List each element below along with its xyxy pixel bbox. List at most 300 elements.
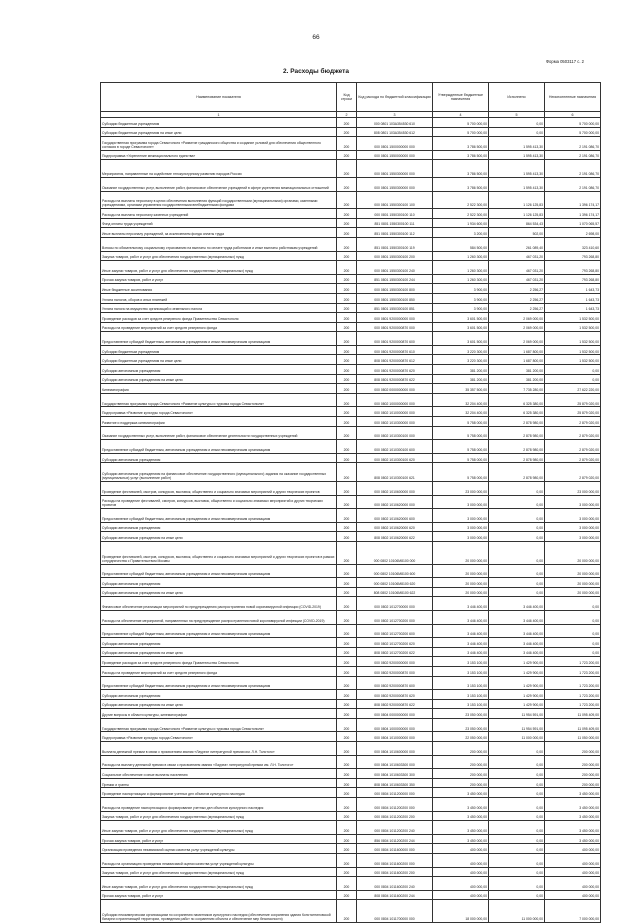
row-unexecuted: 1 643,73 (545, 284, 601, 294)
row-approved: 400 000,00 (433, 877, 489, 891)
table-row (101, 284, 601, 294)
row-unexecuted: 3 000 000,00 (545, 522, 601, 532)
row-approved: 3 450 000,00 (433, 811, 489, 821)
row-approved: 3 220 300,00 (433, 345, 489, 355)
row-name: Проведение фестивалей, смотров, конкурсов, выставок, общественно и социально значимых мероприятий и других творческих проектов (101, 482, 337, 496)
row-unexecuted: 2 698,00 (545, 228, 601, 238)
row-line-code: 200 (337, 509, 357, 523)
row-unexecuted: 200 000,00 (545, 755, 601, 769)
row-budget-code: 000 0804 0000000000 000 (357, 709, 433, 719)
row-name: Расходы на проведение мероприятий за счет средств резервного фонда (101, 666, 337, 676)
table-row (101, 237, 601, 251)
row-unexecuted: 11 050 000,00 (545, 732, 601, 742)
row-approved: 1 260 300,00 (433, 261, 489, 275)
column-number: 1 (101, 112, 337, 118)
row-executed: 0,00 (489, 532, 545, 542)
row-line-code: 200 (337, 453, 357, 463)
row-budget-code: 000 0801 9200000870 600 (357, 332, 433, 346)
row-line-code: 200 (337, 541, 357, 564)
row-approved: 1 260 300,00 (433, 274, 489, 284)
row-approved: 200 000,00 (433, 769, 489, 779)
row-budget-code: 000 0802 1010620000 620 (357, 522, 433, 532)
expenses-table (100, 82, 601, 923)
table-row (101, 676, 601, 690)
row-unexecuted: 0,00 (545, 597, 601, 611)
table-row (101, 532, 601, 542)
row-approved: 3 000 000,00 (433, 522, 489, 532)
row-name: Субсидии бюджетным учреждениям на иные цели (101, 355, 337, 365)
row-approved: 22 050 000,00 (433, 732, 489, 742)
row-unexecuted: 0,00 (545, 647, 601, 657)
table-row (101, 274, 601, 284)
row-budget-code: 000 0804 1011600000 000 (357, 844, 433, 854)
page-number: 66 (312, 34, 320, 41)
row-name: Уплата налога на имущество организаций и земельного налога (101, 303, 337, 313)
row-budget-code: 000 0804 1011700000 000 (357, 900, 433, 923)
row-unexecuted: 793 268,80 (545, 261, 601, 275)
row-unexecuted: 3 000 000,00 (545, 509, 601, 523)
row-budget-code: 000 0802 1010000000 000 (357, 407, 433, 417)
row-unexecuted: 25 879 020,00 (545, 393, 601, 407)
row-executed: 0,00 (489, 867, 545, 877)
row-name: Субсидии автономным учреждениям на иные цели (101, 587, 337, 597)
row-approved: 381 200,00 (433, 374, 489, 384)
row-executed: 3 446 400,00 (489, 597, 545, 611)
row-budget-code: 000 0802 1012700200 000 (357, 610, 433, 624)
row-executed: 1 126 125,83 (489, 191, 545, 209)
row-executed: 1 687 800,00 (489, 345, 545, 355)
row-budget-code: 000 0802 10106М8100 620 (357, 578, 433, 588)
row-executed: 11 954 591,00 (489, 718, 545, 732)
row-name: Субсидии автономным учреждениям на финансовое обеспечение государственного (муниципального) задания на оказание государственных (муниципальных) услуг (выполнение работ) (101, 463, 337, 482)
row-name: Социальное обеспечение и иные выплаты населению (101, 769, 337, 779)
row-approved: 32 204 400,00 (433, 393, 489, 407)
row-line-code: 200 (337, 407, 357, 417)
table-row (101, 482, 601, 496)
row-approved: 3 153 100,00 (433, 666, 489, 676)
row-approved: 400 000,00 (433, 844, 489, 854)
row-name: Иные закупки товаров, работ и услуг для обеспечения государственных (муниципальных) нужд (101, 877, 337, 891)
row-approved: 3 786 500,00 (433, 160, 489, 178)
row-executed: 381 200,00 (489, 374, 545, 384)
row-executed: 2 256,27 (489, 293, 545, 303)
column-header: Код строки (337, 83, 357, 112)
row-line-code: 200 (337, 769, 357, 779)
table-row (101, 624, 601, 638)
row-budget-code: 808 0802 1010300100 621 (357, 463, 433, 482)
row-executed: 2 878 980,00 (489, 463, 545, 482)
table-row (101, 587, 601, 597)
row-name: Прочая закупка товаров, работ и услуг (101, 834, 337, 844)
row-approved: 5 758 000,00 (433, 417, 489, 427)
row-executed: 1 595 413,30 (489, 160, 545, 178)
row-unexecuted: 1 532 500,00 (545, 332, 601, 346)
row-name: Иные закупки товаров, работ и услуг для обеспечения государственных (муниципальных) нужд (101, 821, 337, 835)
table-row (101, 332, 601, 346)
row-line-code: 200 (337, 742, 357, 756)
row-budget-code: 000 0802 1010600000 000 (357, 482, 433, 496)
row-line-code: 200 (337, 191, 357, 209)
row-unexecuted: 2 879 020,00 (545, 417, 601, 427)
table-row (101, 393, 601, 407)
column-header: Утвержденные бюджетные назначения (433, 83, 489, 112)
row-executed: 1 429 900,00 (489, 666, 545, 676)
row-line-code: 200 (337, 313, 357, 323)
row-unexecuted: 400 000,00 (545, 877, 601, 891)
table-row (101, 690, 601, 700)
row-executed: 1 595 413,30 (489, 150, 545, 160)
column-header: Наименование показателя (101, 83, 337, 112)
row-unexecuted: 20 000 000,00 (545, 587, 601, 597)
row-name: Субсидии автономным учреждениям на иные цели (101, 374, 337, 384)
row-unexecuted: 11 095 409,00 (545, 709, 601, 719)
table-row (101, 578, 601, 588)
row-budget-code: 000 0801 1500000000 000 (357, 137, 433, 151)
row-name: Взносы по обязательному социальному страхованию на выплаты по оплате труда работников и иные выплаты работникам учреждений (101, 237, 337, 251)
table-row (101, 313, 601, 323)
row-approved: 2 522 300,00 (433, 209, 489, 219)
row-executed: 0,00 (489, 854, 545, 868)
row-executed: 0,00 (489, 578, 545, 588)
row-line-code: 200 (337, 657, 357, 667)
table-row (101, 742, 601, 756)
row-approved: 3 900,00 (433, 303, 489, 313)
column-header: Код расхода по бюджетной классификации (357, 83, 433, 112)
row-name: Выплата денежной премии в связи с присвоением звания «Лауреат литературной премии им. Л.Н. Толстого» (101, 742, 337, 756)
row-line-code: 200 (337, 218, 357, 228)
row-line-code: 200 (337, 237, 357, 251)
row-executed: 0,00 (489, 482, 545, 496)
row-name: Расходы на выплаты персоналу в целях обеспечения выполнения функций государственными (муниципальными) органами, казенными учреждениями, органами управления государственными внебюджетными фондами (101, 191, 337, 209)
column-header: Исполнено (489, 83, 545, 112)
row-name: Уплата налогов, сборов и иных платежей (101, 293, 337, 303)
row-unexecuted: 2 191 086,70 (545, 150, 601, 160)
row-line-code: 200 (337, 867, 357, 877)
row-name: Фонд оплаты труда учреждений (101, 218, 337, 228)
column-header: Неисполненные назначения (545, 83, 601, 112)
row-name: Проведение расходов за счет средств резервного фонда Правительства Севастополя (101, 657, 337, 667)
row-name: Расходы на выплату денежной премии в связи с присвоением звания «Лауреат литературной премии им. Л.Н. Толстого» (101, 755, 337, 769)
row-name: Закупка товаров, работ и услуг для обеспечения государственных (муниципальных) нужд (101, 811, 337, 821)
row-budget-code: 000 0804 1011200000 000 (357, 788, 433, 798)
row-line-code: 200 (337, 788, 357, 798)
row-budget-code: 808 0802 1012700200 622 (357, 647, 433, 657)
row-budget-code: 000 0804 1010600000 000 (357, 742, 433, 756)
row-line-code: 200 (337, 834, 357, 844)
table-row (101, 374, 601, 384)
row-unexecuted: 0,00 (545, 624, 601, 638)
row-name: Субсидии автономным учреждениям на иные цели (101, 532, 337, 542)
row-line-code: 200 (337, 854, 357, 868)
row-executed: 1 429 900,00 (489, 676, 545, 690)
row-executed: 0,00 (489, 118, 545, 128)
table-row (101, 732, 601, 742)
row-approved: 20 000 000,00 (433, 541, 489, 564)
row-approved: 3 000 000,00 (433, 509, 489, 523)
row-approved: 23 050 000,00 (433, 718, 489, 732)
row-unexecuted: 200 000,00 (545, 769, 601, 779)
row-approved: 3 220 300,00 (433, 355, 489, 365)
row-unexecuted: 1 643,73 (545, 303, 601, 313)
row-budget-code: 851 0801 1550300100 112 (357, 228, 433, 238)
row-line-code: 200 (337, 587, 357, 597)
row-line-code: 200 (337, 393, 357, 407)
row-executed: 467 031,20 (489, 251, 545, 261)
row-line-code: 200 (337, 564, 357, 578)
row-executed: 0,00 (489, 798, 545, 812)
row-executed: 1 429 900,00 (489, 690, 545, 700)
table-row (101, 890, 601, 900)
row-budget-code: 851 0801 1550300100 119 (357, 237, 433, 251)
table-row (101, 218, 601, 228)
row-budget-code: 000 0801 1550300100 100 (357, 191, 433, 209)
row-budget-code: 000 0802 1012700200 600 (357, 624, 433, 638)
row-line-code: 200 (337, 624, 357, 638)
row-line-code: 200 (337, 209, 357, 219)
row-approved: 400 000,00 (433, 867, 489, 877)
row-executed: 0,00 (489, 755, 545, 769)
row-executed: 6 325 380,00 (489, 393, 545, 407)
table-row (101, 798, 601, 812)
row-executed: 2 878 980,00 (489, 453, 545, 463)
row-approved: 5 700 000,00 (433, 127, 489, 137)
row-executed: 11 954 591,00 (489, 709, 545, 719)
row-name: Расходы на организацию проведения независимой оценки качества услуг учреждений культуры (101, 854, 337, 868)
row-budget-code: 000 0802 9200000000 000 (357, 657, 433, 667)
row-approved: 3 450 000,00 (433, 788, 489, 798)
row-approved: 32 204 400,00 (433, 407, 489, 417)
row-name: Субсидии автономным учреждениям на иные цели (101, 699, 337, 709)
row-unexecuted: 5 700 000,00 (545, 118, 601, 128)
row-budget-code: 000 0801 9200000870 610 (357, 345, 433, 355)
row-line-code: 200 (337, 322, 357, 332)
row-budget-code: 000 0804 1011600200 200 (357, 867, 433, 877)
row-approved: 3 446 400,00 (433, 610, 489, 624)
row-approved: 3 450 000,00 (433, 834, 489, 844)
table-row (101, 177, 601, 191)
row-executed: 2 878 980,00 (489, 417, 545, 427)
row-budget-code: 000 0804 1011200200 240 (357, 821, 433, 835)
row-approved: 5 758 000,00 (433, 453, 489, 463)
row-line-code: 200 (337, 365, 357, 375)
table-row (101, 755, 601, 769)
row-unexecuted: 400 000,00 (545, 867, 601, 877)
row-line-code: 200 (337, 426, 357, 440)
table-row (101, 867, 601, 877)
row-name: Расходы на выплаты персоналу казенных учреждений (101, 209, 337, 219)
row-unexecuted: 2 879 020,00 (545, 453, 601, 463)
row-budget-code: 000 0804 1011200200 000 (357, 798, 433, 812)
row-name: Субсидии автономным учреждениям на иные цели (101, 647, 337, 657)
row-executed: 0,00 (489, 769, 545, 779)
row-name: Предоставление субсидий бюджетным, автономным учреждениям и иным некоммерческим организациям (101, 332, 337, 346)
row-name: Иные выплаты персоналу учреждений, за исключением фонда оплаты труда (101, 228, 337, 238)
row-line-code: 200 (337, 755, 357, 769)
row-name: Предоставление субсидий бюджетным, автономным учреждениям и иным некоммерческим организациям (101, 564, 337, 578)
row-name: Организация проведения независимой оценки качества услуг учреждений культуры (101, 844, 337, 854)
table-row (101, 118, 601, 128)
row-name: Прочая закупка товаров, работ и услуг (101, 890, 337, 900)
row-budget-code: 000 0802 1010300100 000 (357, 426, 433, 440)
row-line-code: 200 (337, 798, 357, 812)
row-name: Проведение расходов за счет средств резервного фонда Правительства Севастополя (101, 313, 337, 323)
row-budget-code: 000 0801 1550300000 000 (357, 177, 433, 191)
row-executed: 2 256,27 (489, 284, 545, 294)
row-unexecuted: 3 450 000,00 (545, 834, 601, 844)
row-executed: 11 000 000,00 (489, 732, 545, 742)
row-approved: 3 450 000,00 (433, 798, 489, 812)
row-approved: 1 934 600,00 (433, 218, 489, 228)
row-line-code: 200 (337, 482, 357, 496)
row-line-code: 200 (337, 177, 357, 191)
row-line-code: 200 (337, 228, 357, 238)
row-unexecuted: 2 879 020,00 (545, 426, 601, 440)
row-executed: 1 126 125,83 (489, 209, 545, 219)
table-row (101, 355, 601, 365)
row-budget-code: 851 0801 1550300100 851 (357, 303, 433, 313)
table-row (101, 666, 601, 676)
row-unexecuted: 1 723 200,00 (545, 666, 601, 676)
row-line-code: 200 (337, 374, 357, 384)
row-unexecuted: 1 723 200,00 (545, 690, 601, 700)
table-row (101, 453, 601, 463)
table-row (101, 509, 601, 523)
table-row (101, 251, 601, 261)
row-budget-code: 808 0804 1011600200 244 (357, 890, 433, 900)
row-approved: 400 000,00 (433, 890, 489, 900)
table-row (101, 322, 601, 332)
row-line-code: 200 (337, 261, 357, 275)
row-budget-code: 000 0801 1550000000 000 (357, 150, 433, 160)
row-line-code: 200 (337, 709, 357, 719)
table-row (101, 160, 601, 178)
row-name: Развитие и поддержка кинематографии (101, 417, 337, 427)
row-budget-code: 000 0804 1010000000 000 (357, 732, 433, 742)
row-unexecuted: 200 000,00 (545, 778, 601, 788)
row-unexecuted: 20 000 000,00 (545, 578, 601, 588)
row-line-code: 200 (337, 495, 357, 509)
row-budget-code: 851 0801 1550300100 244 (357, 274, 433, 284)
row-executed: 0,00 (489, 541, 545, 564)
row-budget-code: 000 0802 10106М8100 600 (357, 564, 433, 578)
row-budget-code: 000 0801 9200000870 620 (357, 365, 433, 375)
row-line-code: 200 (337, 890, 357, 900)
row-budget-code: 000 0802 1012700200 620 (357, 638, 433, 648)
row-line-code: 200 (337, 821, 357, 835)
table-header-row (101, 83, 601, 112)
row-executed: 0,00 (489, 844, 545, 854)
row-executed: 381 200,00 (489, 365, 545, 375)
row-budget-code: 000 0801 1550300100 200 (357, 251, 433, 261)
table-row (101, 657, 601, 667)
row-name: Предоставление субсидий бюджетным, автономным учреждениям и иным некоммерческим организациям (101, 509, 337, 523)
table-row (101, 709, 601, 719)
row-unexecuted: 25 879 020,00 (545, 407, 601, 417)
table-row (101, 303, 601, 313)
row-executed: 0,00 (489, 834, 545, 844)
row-line-code: 200 (337, 877, 357, 891)
table-row (101, 900, 601, 923)
row-budget-code: 000 0801 103А354530 610 (357, 118, 433, 128)
row-budget-code: 000 0802 9200000870 000 (357, 666, 433, 676)
row-name: Подпрограмма «Развитие культуры города Севастополя» (101, 407, 337, 417)
row-unexecuted: 1 532 500,00 (545, 355, 601, 365)
row-name: Финансовое обеспечение реализации мероприятий по предупреждению распространения новой коронавирусной инфекции (COVID-2019) (101, 597, 337, 611)
table-row (101, 811, 601, 821)
row-approved: 5 758 000,00 (433, 426, 489, 440)
row-executed: 1 595 413,30 (489, 137, 545, 151)
row-approved: 18 000 000,00 (433, 900, 489, 923)
row-line-code: 200 (337, 522, 357, 532)
row-budget-code: 000 0802 1010300100 620 (357, 453, 433, 463)
row-executed: 2 069 000,00 (489, 313, 545, 323)
row-approved: 3 601 500,00 (433, 313, 489, 323)
table-row (101, 209, 601, 219)
row-approved: 3 200,00 (433, 228, 489, 238)
row-executed: 7 735 280,00 (489, 384, 545, 394)
row-executed: 502,00 (489, 228, 545, 238)
row-executed: 3 446 400,00 (489, 647, 545, 657)
row-executed: 2 256,27 (489, 303, 545, 313)
row-name: Субсидии автономным учреждениям (101, 522, 337, 532)
row-name: Расходы на проведение мероприятий за счет средств резервного фонда (101, 322, 337, 332)
row-budget-code: 000 0801 1550300100 800 (357, 284, 433, 294)
row-approved: 3 446 400,00 (433, 647, 489, 657)
row-approved: 20 000 000,00 (433, 564, 489, 578)
column-number: 4 (433, 112, 489, 118)
row-name: Субсидии некоммерческим организациям по сохранению памятников культурного наследия (обеспечение сохранения здания Константиновской батареи и прилегающей территории, проведения работ по сохранению объекта и обеспечение мер безопасности) (101, 900, 337, 923)
row-approved: 3 450 000,00 (433, 821, 489, 835)
row-budget-code: 000 0801 1550300000 000 (357, 160, 433, 178)
column-number: 6 (545, 112, 601, 118)
row-unexecuted: 1 396 174,17 (545, 209, 601, 219)
row-unexecuted: 7 000 000,00 (545, 900, 601, 923)
row-approved: 3 000 000,00 (433, 495, 489, 509)
row-unexecuted: 20 000 000,00 (545, 541, 601, 564)
row-unexecuted: 1 723 200,00 (545, 676, 601, 690)
row-executed: 0,00 (489, 877, 545, 891)
row-line-code: 200 (337, 676, 357, 690)
row-line-code: 200 (337, 638, 357, 648)
row-line-code: 200 (337, 284, 357, 294)
row-line-code: 200 (337, 417, 357, 427)
row-line-code: 200 (337, 690, 357, 700)
row-executed: 261 089,40 (489, 237, 545, 251)
row-executed: 2 069 000,00 (489, 332, 545, 346)
row-line-code: 200 (337, 532, 357, 542)
row-unexecuted: 3 450 000,00 (545, 798, 601, 812)
row-budget-code: 000 0802 1010620000 000 (357, 495, 433, 509)
row-executed: 0,00 (489, 495, 545, 509)
row-unexecuted: 400 000,00 (545, 854, 601, 868)
row-executed: 1 595 413,30 (489, 177, 545, 191)
row-executed: 864 534,43 (489, 218, 545, 228)
row-unexecuted: 323 410,60 (545, 237, 601, 251)
row-budget-code: 000 0802 9200000870 600 (357, 676, 433, 690)
row-name: Расходы на проведение паспортизации и формирование учетных дел объектов культурного наследия (101, 798, 337, 812)
row-line-code: 200 (337, 384, 357, 394)
row-unexecuted: 793 268,80 (545, 274, 601, 284)
row-line-code: 200 (337, 303, 357, 313)
row-budget-code: 000 0802 1012700000 000 (357, 597, 433, 611)
row-approved: 3 900,00 (433, 293, 489, 303)
row-budget-code: 000 0802 1010300100 600 (357, 440, 433, 454)
row-name: Оказание государственных услуг, выполнение работ, финансовое обеспечение деятельности государственных учреждений (101, 426, 337, 440)
row-unexecuted: 1 532 500,00 (545, 313, 601, 323)
row-name: Премии и гранты (101, 778, 337, 788)
row-executed: 6 325 380,00 (489, 407, 545, 417)
row-unexecuted: 1 396 174,17 (545, 191, 601, 209)
